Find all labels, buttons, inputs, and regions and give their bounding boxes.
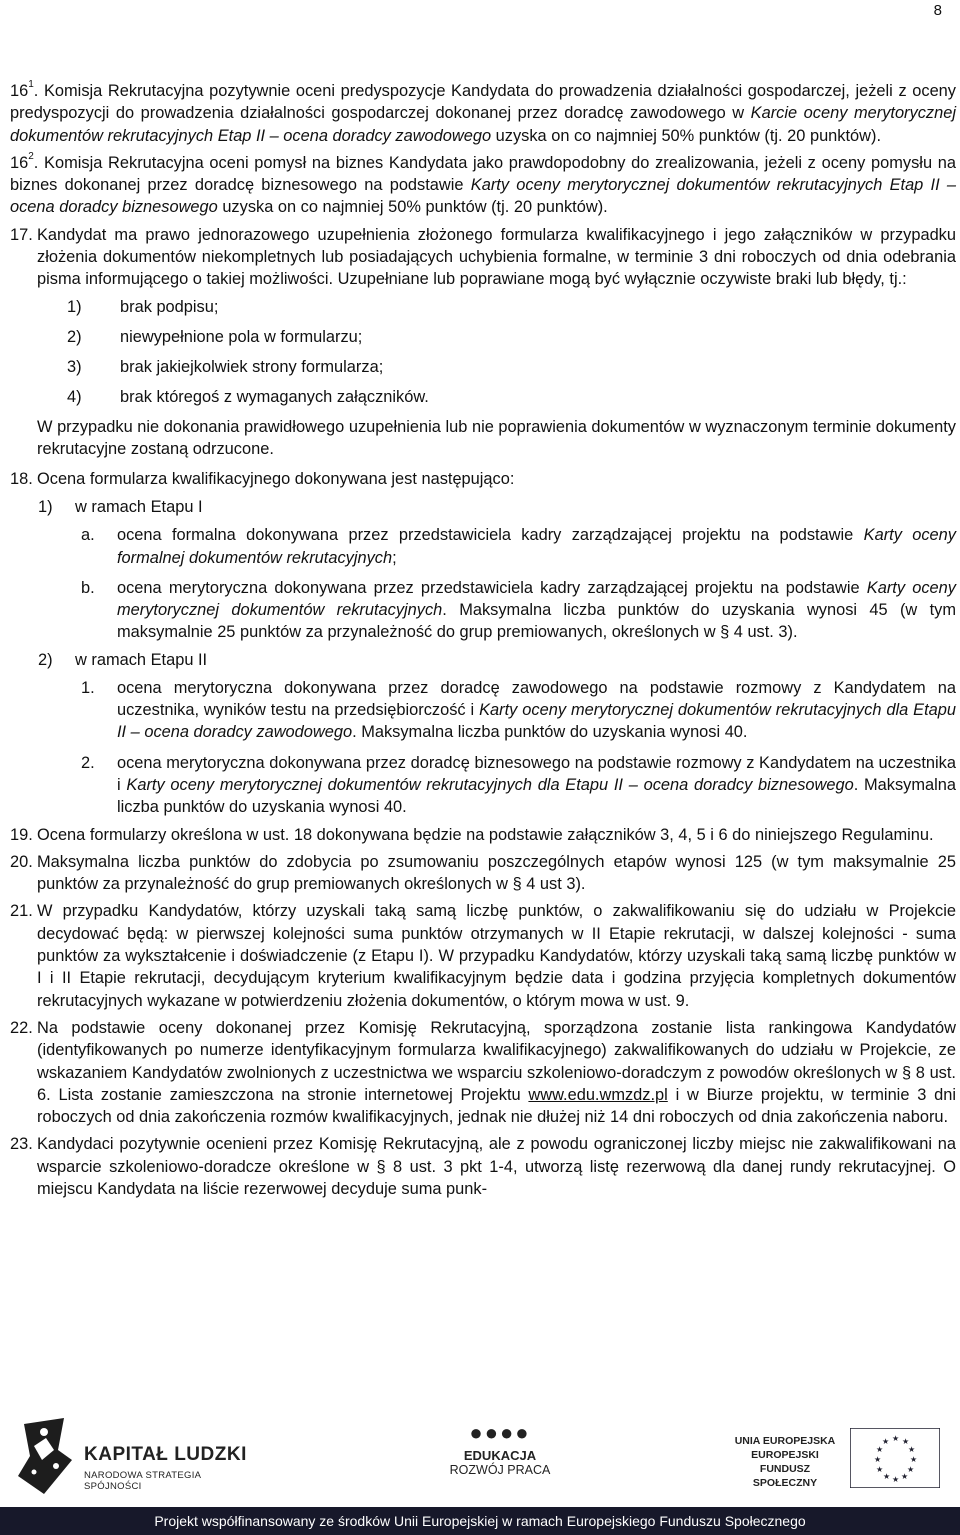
kapital-ludzki-title: KAPITAŁ LUDZKI [84, 1444, 247, 1465]
stage-2-item-2 [10, 752, 956, 819]
stage-2-item-1 [10, 677, 956, 744]
paragraph-number: 23. [10, 1135, 33, 1154]
list-item-text: brak jakiejkolwiek strony formularza; [120, 357, 384, 376]
list-item-number: 1) [67, 297, 82, 316]
list-item [10, 356, 956, 386]
list-item-text: niewypełnione pola w formularzu; [120, 327, 363, 346]
document-body [10, 80, 956, 1200]
paragraph-text: uzyska on co najmniej 50% punktów (tj. 20 punktów). [217, 198, 608, 217]
paragraph-number: 20. [10, 852, 33, 871]
svg-text:★: ★ [876, 1465, 884, 1474]
sub-item-text: ; [392, 548, 397, 567]
svg-text:★: ★ [876, 1445, 884, 1454]
superscript: 1 [28, 79, 34, 90]
sub-item-letter: a. [81, 526, 95, 545]
paragraph-text: W przypadku nie dokonania prawidłowego uzupełnienia lub nie poprawienia dokumentów w wyznaczonym terminie dokumenty rekrutacyjne zostaną odrzucone. [37, 417, 956, 458]
paragraph-text: . Komisja Rekrutacyjna oceni pomysł na biznes Kandydata jako prawdopodobny do zrealizowania, jeżeli z oceny pomysłu na biznes dokonanej przez doradcę biznesowego na podstawie [10, 153, 956, 195]
list-item-number: 2) [67, 327, 82, 346]
stage-1-item-b [10, 577, 956, 644]
eu-flag-icon [850, 1428, 940, 1488]
svg-text:★: ★ [907, 1465, 915, 1474]
stage-2-heading [10, 649, 956, 677]
deficiency-list [10, 296, 956, 416]
stage-label: w ramach Etapu I [75, 498, 203, 517]
paragraph-text: Maksymalna liczba punktów do zdobycia po zsumowaniu poszczególnych etapów wynosi 125 (w tym maksymalnie 25 punktów za przynależność do grup premiowanych określonych w § 4 ust 3). [37, 852, 956, 894]
stage-number: 2) [38, 650, 53, 669]
paragraph-21 [10, 900, 956, 1011]
paragraph-text: Kandydat ma prawo jednorazowego uzupełnienia złożonego formularza kwalifikacyjnego i jego załączników w przypadku złożenia dokumentów niekompletnych lub posiadających uchybienia formalne, w terminie 3 dni roboczych od dnia odebrania pisma informującego o takiej możliwości. Uzupełniane lub poprawiane mogą być wyłącznie oczywiste braki lub błędy, tj.: [37, 225, 956, 289]
sub-item-text: . Maksymalna liczba punktów do uzyskania wynosi 45 (w tym maksymalnie 25 punktów za przynależność do grup premiowanych, określonych w § 4 ust. 3). [117, 601, 957, 642]
sub-item-text: . Maksymalna liczba punktów do uzyskania wynosi 40. [352, 723, 748, 742]
svg-text:★: ★ [883, 1472, 891, 1481]
paragraph-16-1 [10, 80, 956, 147]
paragraph-number: 18. [10, 470, 33, 489]
paragraph-italic: Karcie oceny merytorycznej dokumentów rekrutacyjnych Etap II – ocena doradcy zawodowego [10, 104, 956, 145]
kapital-ludzki-emblem-icon [14, 1416, 74, 1496]
eu-logo [730, 1434, 950, 1494]
edukacja-line-1: EDUKACJA [463, 1448, 537, 1463]
paragraph-number: 17. [10, 225, 33, 244]
stage-1-item-a [10, 524, 956, 569]
sub-item-number: 2. [81, 753, 95, 772]
list-item [10, 326, 956, 356]
svg-text:★: ★ [892, 1475, 900, 1484]
sub-item-text: ocena merytoryczna dokonywana przez przedstawiciela kadry zarządzającej projektu na podstawie [117, 578, 867, 597]
svg-text:★: ★ [882, 1437, 890, 1446]
paragraph-number: 22. [10, 1018, 33, 1037]
project-website-link[interactable]: www.edu.wmzdz.pl [528, 1085, 668, 1104]
superscript: 2 [28, 150, 34, 162]
stage-1-heading [10, 496, 956, 524]
sub-item-text: ocena merytoryczna dokonywana przez doradcę biznesowego na podstawie rozmowy z Kandydatem na uczestnika i [117, 753, 956, 794]
sub-item-text: . Maksymalna liczba punktów do uzyskania wynosi 40. [117, 775, 956, 817]
sub-item-italic: Karty oceny merytorycznej dokumentów rekrutacyjnych [117, 578, 956, 620]
cofinancing-bar: Projekt współfinansowany ze środków Unii Europejskiej w ramach Europejskiego Funduszu Społecznego [0, 1507, 960, 1535]
svg-text:★: ★ [901, 1472, 909, 1481]
paragraph-20 [10, 851, 956, 896]
paragraph-19 [10, 824, 956, 846]
eu-text [730, 1434, 840, 1490]
paragraph-text: Na podstawie oceny dokonanej przez Komisję Rekrutacyjną, sporządzona zostanie lista rankingowa Kandydatów (identyfikowanych po numerze identyfikacyjnym formularza kwalifikacyjnego) zakwalifikowanych do udziału w Projekcie, ze wskazaniem Kandydatów zwolnionych z uczestnictwa we wsparciu szkoleniowo-doradczym z powodów określonych w § 8 ust. 6. Lista zostanie zamieszczona na stronie internetowej Projektu [37, 1018, 956, 1104]
paragraph-text: i w Biurze projektu, w terminie 3 dni roboczych od dnia zakończenia rozmów kwalifikacyjnych, jednak nie dłużej niż 14 dni roboczych od dnia zakończenia naboru. [37, 1085, 957, 1127]
eu-line-2: EUROPEJSKI [751, 1449, 819, 1461]
stage-label: w ramach Etapu II [75, 650, 208, 669]
paragraph-22 [10, 1017, 956, 1128]
eu-line-3: FUNDUSZ SPOŁECZNY [752, 1463, 818, 1489]
svg-text:★: ★ [910, 1455, 918, 1464]
svg-text:★: ★ [908, 1445, 916, 1454]
edukacja-dots-icon: ●●●● [469, 1420, 531, 1445]
list-item-text: brak któregoś z wymaganych załączników. [120, 387, 429, 406]
paragraph-number: 19. [10, 825, 33, 844]
paragraph-18 [10, 468, 956, 496]
paragraph-text: . Komisja Rekrutacyjna pozytywnie oceni predyspozycje Kandydata do prowadzenia działalności gospodarczej, jeżeli z oceny predyspozycji do prowadzenia działalności gospodarczej dokonanej przez doradcę zawodowego w [10, 82, 956, 123]
paragraph-17 [10, 224, 956, 291]
list-item-number: 3) [67, 357, 82, 376]
list-item [10, 386, 956, 416]
paragraph-italic: Karty oceny merytorycznej dokumentów rekrutacyjnych Etap II – ocena doradcy biznesowego [10, 176, 957, 217]
kapital-ludzki-subtitle: NARODOWA STRATEGIA SPÓJNOŚCI [84, 1470, 201, 1492]
paragraph-number: 21. [10, 902, 33, 921]
sub-item-text: ocena formalna dokonywana przez przedstawiciela kadry zarządzającej projektu na podstawie [117, 526, 864, 545]
svg-text:★: ★ [874, 1455, 882, 1464]
paragraph-16-2 [10, 152, 956, 219]
paragraph-number: 16 [10, 153, 29, 172]
stage-number: 1) [38, 498, 53, 517]
paragraph-number: 16 [10, 82, 29, 100]
paragraph-17-closing [10, 416, 956, 461]
list-item-text: brak podpisu; [120, 297, 219, 316]
sub-item-italic: Karty oceny merytorycznej dokumentów rekrutacyjnych dla Etapu II – ocena doradcy biznesowego [126, 775, 854, 794]
sub-item-letter: b. [81, 578, 95, 597]
page-number: 8 [933, 2, 942, 19]
svg-text:★: ★ [892, 1434, 900, 1443]
kapital-ludzki-logo [14, 1416, 254, 1496]
paragraph-text: Ocena formularzy określona w ust. 18 dokonywana będzie na podstawie załączników 3, 4, 5 i 6 do niniejszego Regulaminu. [37, 825, 934, 844]
eu-line-1: UNIA EUROPEJSKA [734, 1435, 836, 1447]
paragraph-text: Kandydaci pozytywnie ocenieni przez Komisję Rekrutacyjną, ale z powodu ograniczonej liczby miejsc nie zakwalifikowani na wsparcie szkoleniowo-doradcze określone w § 8 ust. 3 pkt 1-4, utworzą listę rezerwową dla danej rundy rekrutacyjnej. O miejscu Kandydata na liście rezerwowej decyduje suma punk- [37, 1135, 956, 1198]
sub-item-italic: Karty oceny formalnej dokumentów rekrutacyjnych [117, 526, 956, 567]
paragraph-text: Ocena formularza kwalifikacyjnego dokonywana jest następująco: [37, 470, 515, 489]
list-item-number: 4) [67, 387, 82, 406]
edukacja-line-2: ROZWÓJ PRACA [449, 1463, 551, 1477]
paragraph-text: uzyska on co najmniej 50% punktów (tj. 20 punktów). [491, 126, 882, 145]
sub-item-number: 1. [81, 678, 95, 697]
svg-text:★: ★ [902, 1437, 910, 1446]
paragraph-23 [10, 1133, 956, 1200]
sub-item-italic: Karty oceny merytorycznej dokumentów rekrutacyjnych dla Etapu II – ocena doradcy zawodowego [117, 701, 956, 742]
edukacja-logo [420, 1422, 580, 1492]
paragraph-text: W przypadku Kandydatów, którzy uzyskali taką samą liczbę punktów, o zakwalifikowaniu się do udziału w Projekcie decydować będą: w pierwszej kolejności suma punktów otrzymanych w II Etapie rekrutacji, w dalszej kolejności - suma punktów za wykształcenie i doświadczenie (z Etapu I). W przypadku Kandydatów, którzy uzyskali taką samą liczbę punktów w I i II Etapie rekrutacji, decydującym kryterium kwalifikacyjnym będzie data i godzina przyjęcia kompletnych dokumentów rekrutacyjnych wykazane w potwierdzeniu złożenia dokumentów, o którym mowa w ust. 9. [37, 902, 956, 1010]
sub-item-text: ocena merytoryczna dokonywana przez doradcę zawodowego na podstawie rozmowy z Kandydatem na uczestnika, wyników testu na przedsiębiorczość i [117, 678, 956, 720]
footer [0, 1410, 960, 1535]
list-item [10, 296, 956, 326]
